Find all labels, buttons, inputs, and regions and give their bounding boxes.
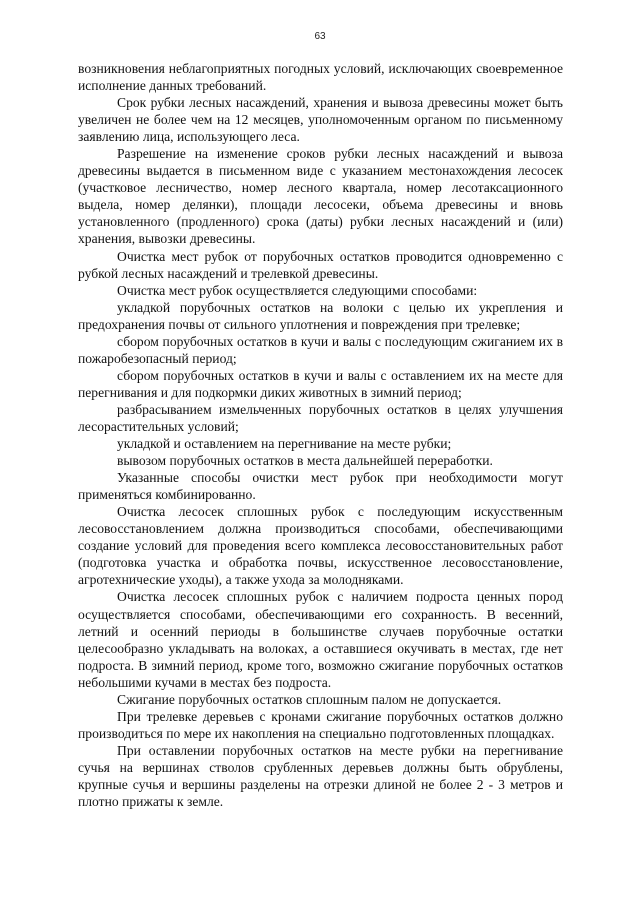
- paragraph: Очистка мест рубок осуществляется следующими способами:: [117, 282, 478, 298]
- paragraph: Разрешение на изменение сроков рубки лесных насаждений и вывоза древесины выдается в письменном виде с указанием местонахождения лесосек (участковое лесничество, номер лесного квартала, номер лесотаксационного выдела, номер делянки), площади лесосеки, объема древесины и вновь установленного (продленного) срока (даты) рубки лесных насаждений и (или) хранения, вывозки древесины.: [78, 146, 563, 247]
- list-item: укладкой и оставлением на перегнивание на месте рубки;: [117, 436, 452, 452]
- paragraph: Сжигание порубочных остатков сплошным палом не допускается.: [117, 691, 502, 707]
- paragraph: Очистка лесосек сплошных рубок с наличием подроста ценных пород осуществляется способами, обеспечивающими его сохранность. В весенний, летний и осенний периоды в большинстве случаев порубочные остатки целесообразно укладывать на волоках, а оставшиеся окучивать в местах, где нет подроста. В зимний период, кроме того, возможно сжигание порубочных остатков небольшими кучами в местах без подроста.: [78, 589, 563, 690]
- paragraph: Срок рубки лесных насаждений, хранения и вывоза древесины может быть увеличен не более чем на 12 месяцев, уполномоченным органом по письменному заявлению лица, использующего леса.: [78, 95, 563, 145]
- paragraph: Указанные способы очистки мест рубок при необходимости могут применяться комбинированно.: [78, 470, 563, 503]
- paragraph: При оставлении порубочных остатков на месте рубки на перегнивание сучья на вершинах стволов срубленных деревьев должны быть обрублены, крупные сучья и вершины разделены на отрезки длиной не более 2 - 3 метров и плотно прижаты к земле.: [78, 742, 563, 810]
- list-item: сбором порубочных остатков в кучи и валы с оставлением их на месте для перегнивания и для подкормки диких животных в зимний период;: [78, 367, 563, 400]
- paragraph: возникновения неблагоприятных погодных условий, исключающих своевременное исполнение данных требований.: [78, 61, 563, 94]
- list-item: вывозом порубочных остатков в места дальнейшей переработки.: [117, 453, 493, 469]
- list-item: сбором порубочных остатков в кучи и валы с последующим сжиганием их в пожаробезопасный период;: [78, 333, 563, 366]
- paragraph: Очистка мест рубок от порубочных остатков проводится одновременно с рубкой лесных насаждений и трелевкой древесины.: [78, 248, 563, 281]
- paragraph: При трелевке деревьев с кронами сжигание порубочных остатков должно производиться по мере их накопления на специально подготовленных площадках.: [78, 708, 563, 741]
- page-number: 63: [314, 31, 326, 42]
- paragraph: Очистка лесосек сплошных рубок с последующим искусственным лесовосстановлением должна производиться способами, обеспечивающими создание условий для проведения всего комплекса лесовосстановительных работ (подготовка участка и обработка почвы, искусственное лесовосстановление, агротехнические уходы), а также ухода за молодняками.: [78, 504, 563, 588]
- body-text: [78, 60, 563, 810]
- list-item: укладкой порубочных остатков на волоки с целью их укрепления и предохранения почвы от сильного уплотнения и повреждения при трелевке;: [78, 299, 563, 332]
- list-item: разбрасыванием измельченных порубочных остатков в целях улучшения лесорастительных условий;: [78, 401, 563, 434]
